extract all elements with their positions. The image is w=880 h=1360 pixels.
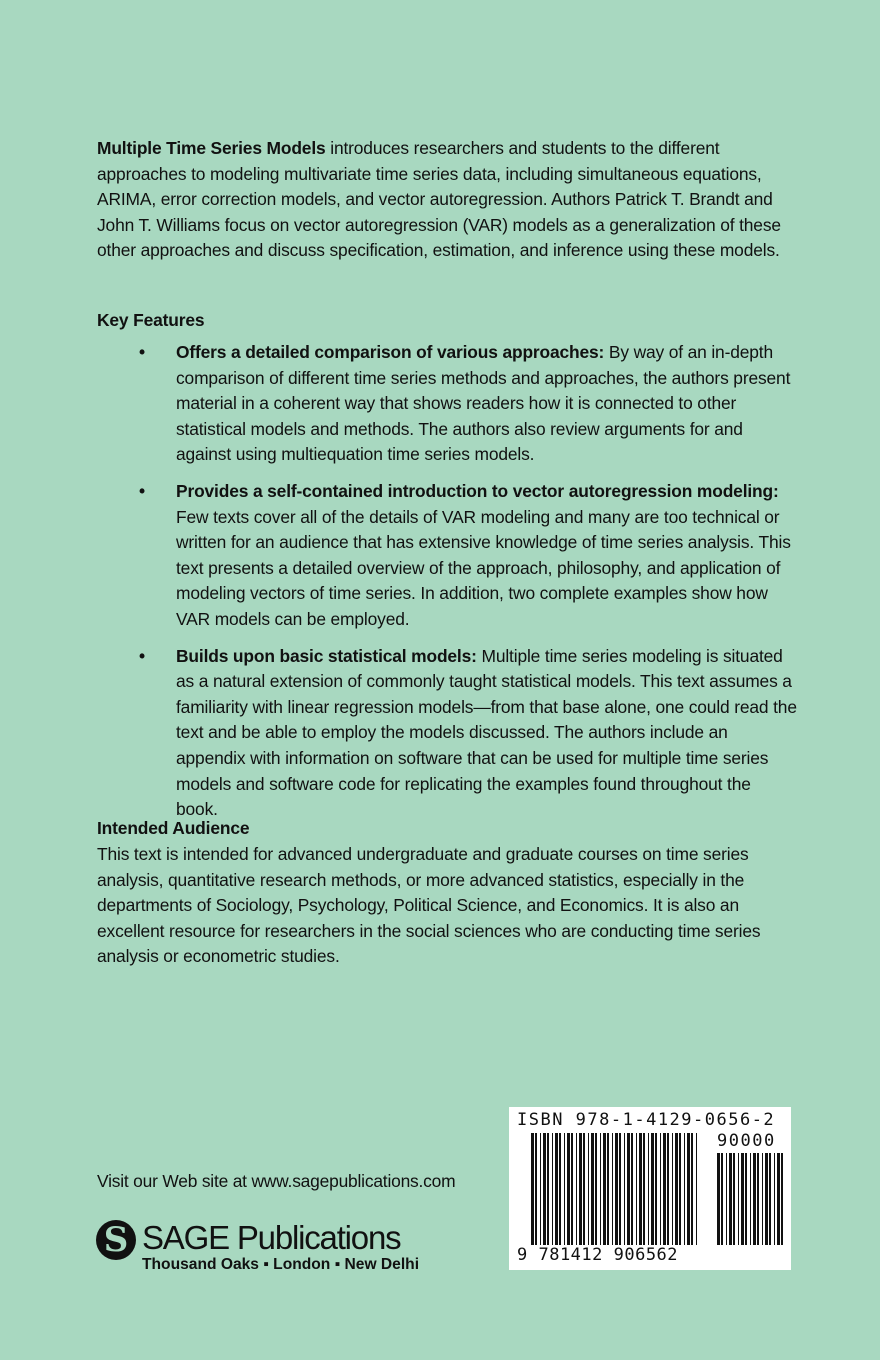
barcode-bar bbox=[726, 1153, 727, 1245]
feature-lead: Builds upon basic statistical models: bbox=[176, 645, 477, 666]
barcode-bar bbox=[636, 1133, 637, 1245]
audience-heading: Intended Audience bbox=[97, 818, 250, 838]
barcode-bar bbox=[631, 1133, 633, 1245]
barcode-bar bbox=[757, 1153, 759, 1245]
barcode-bar bbox=[583, 1133, 585, 1245]
barcode-bar bbox=[559, 1133, 561, 1245]
sage-logo-icon: S bbox=[96, 1220, 136, 1260]
barcode-bar bbox=[675, 1133, 678, 1245]
intro-text: introduces researchers and students to the different approaches to modeling multivariate time series data, including simultaneous equations, ARIMA, error correction models, and vector autoregression. Authors Patrick T. Brandt and John T. Williams focus on vector autoregression (VAR) models as a generalization of these other approaches and discuss specification, estimation, and inference using these models. bbox=[97, 138, 781, 261]
book-title: Multiple Time Series Models bbox=[97, 138, 326, 158]
barcode-bar bbox=[624, 1133, 625, 1245]
barcode-bar bbox=[679, 1133, 681, 1245]
bullet-icon: • bbox=[139, 342, 145, 362]
barcode-bar bbox=[769, 1153, 771, 1245]
barcode-bar bbox=[639, 1133, 642, 1245]
barcode-bar bbox=[619, 1133, 621, 1245]
barcode-bar bbox=[547, 1133, 549, 1245]
barcode-bar bbox=[648, 1133, 649, 1245]
barcode-bar bbox=[643, 1133, 645, 1245]
barcode-bar bbox=[531, 1133, 534, 1245]
barcode-bar bbox=[741, 1153, 744, 1245]
audience-paragraph: This text is intended for advanced undergraduate and graduate courses on time series analysis, quantitative research methods, or more advanced statistics, especially in the departments of Sociology, Psychology, Political Science, and Economics. It is also an excellent resource for researchers in the social sciences who are conducting time series analysis or econometric studies. bbox=[97, 844, 761, 967]
bullet-icon: • bbox=[139, 645, 145, 666]
list-item bbox=[97, 644, 797, 823]
barcode-bar bbox=[555, 1133, 558, 1245]
barcode-bar bbox=[781, 1153, 783, 1245]
barcode-bar bbox=[729, 1153, 732, 1245]
barcode-bar bbox=[595, 1133, 597, 1245]
barcode-bar bbox=[672, 1133, 673, 1245]
barcode-bar bbox=[774, 1153, 775, 1245]
barcode-bar bbox=[696, 1133, 697, 1245]
barcode-digits: 9 781412 906562 bbox=[517, 1245, 679, 1265]
barcode-bar bbox=[579, 1133, 582, 1245]
feature-lead: Offers a detailed comparison of various approaches: bbox=[176, 342, 605, 362]
feature-lead: Provides a self-contained introduction to vector autoregression modeling: bbox=[176, 480, 779, 501]
isbn-label: ISBN 978-1-4129-0656-2 bbox=[517, 1110, 776, 1130]
barcode-bar bbox=[603, 1133, 606, 1245]
barcode-bar bbox=[576, 1133, 577, 1245]
barcode-bar bbox=[717, 1153, 720, 1245]
barcode-bar bbox=[564, 1133, 565, 1245]
barcode-bar bbox=[687, 1133, 690, 1245]
barcode-bar bbox=[588, 1133, 589, 1245]
list-item bbox=[97, 340, 797, 468]
price-code: 90000 bbox=[717, 1131, 776, 1151]
feature-text: By way of an in-depth comparison of different time series methods and approaches, the authors present material in a coherent way that shows readers how it is connected to other statistical models and methods. The authors also review arguments for and against using multiequation time series models. bbox=[176, 342, 791, 465]
publisher-logo bbox=[96, 1218, 476, 1282]
barcode-bar bbox=[733, 1153, 735, 1245]
barcode-bar bbox=[591, 1133, 594, 1245]
bullet-icon: • bbox=[139, 480, 145, 501]
barcode-bar bbox=[745, 1153, 747, 1245]
website-link: Visit our Web site at www.sagepublications.com bbox=[97, 1171, 456, 1191]
barcode-bar bbox=[567, 1133, 570, 1245]
key-features-list bbox=[97, 340, 797, 834]
barcode-bar bbox=[615, 1133, 618, 1245]
barcode-bar bbox=[543, 1133, 546, 1245]
barcode-bar bbox=[651, 1133, 654, 1245]
barcode-bar bbox=[627, 1133, 630, 1245]
barcode-bar bbox=[753, 1153, 756, 1245]
barcode-bar bbox=[540, 1133, 541, 1245]
feature-text: Multiple time series modeling is situated as a natural extension of commonly taught statistical models. This text assumes a familiarity with linear regression models—from that base alone, one could read the text and be able to employ the models discussed. The authors include an appendix with information on software that can be used for multiple time series models and software code for replicating the examples found throughout the book. bbox=[176, 645, 797, 820]
feature-text: Few texts cover all of the details of VAR modeling and many are too technical or written for an audience that has extensive knowledge of time series analysis. This text presents a detailed overview of the approach, philosophy, and application of modeling vectors of time series. In addition, two complete examples show how VAR models can be employed. bbox=[176, 506, 791, 629]
barcode-bar bbox=[721, 1153, 723, 1245]
barcode-bar bbox=[762, 1153, 763, 1245]
barcode-bar bbox=[765, 1153, 768, 1245]
publisher-name: SAGE Publications bbox=[142, 1219, 401, 1256]
list-item bbox=[97, 479, 797, 633]
barcode-bar bbox=[655, 1133, 657, 1245]
barcode-bar bbox=[663, 1133, 666, 1245]
barcode-bar bbox=[612, 1133, 613, 1245]
barcode-bar bbox=[750, 1153, 751, 1245]
barcode-bar bbox=[571, 1133, 573, 1245]
publisher-cities: Thousand Oaks ▪ London ▪ New Delhi bbox=[142, 1256, 420, 1273]
intro-paragraph bbox=[97, 136, 797, 264]
key-features-heading: Key Features bbox=[97, 310, 205, 330]
barcode-bar bbox=[660, 1133, 661, 1245]
barcode-bar bbox=[535, 1133, 537, 1245]
barcode-bar bbox=[777, 1153, 780, 1245]
barcode-bar bbox=[600, 1133, 601, 1245]
barcode-bar bbox=[552, 1133, 553, 1245]
barcode bbox=[509, 1107, 791, 1270]
barcode-bar bbox=[667, 1133, 669, 1245]
barcode-bar bbox=[738, 1153, 739, 1245]
barcode-bar bbox=[607, 1133, 609, 1245]
barcode-bar bbox=[691, 1133, 693, 1245]
barcode-bar bbox=[684, 1133, 685, 1245]
